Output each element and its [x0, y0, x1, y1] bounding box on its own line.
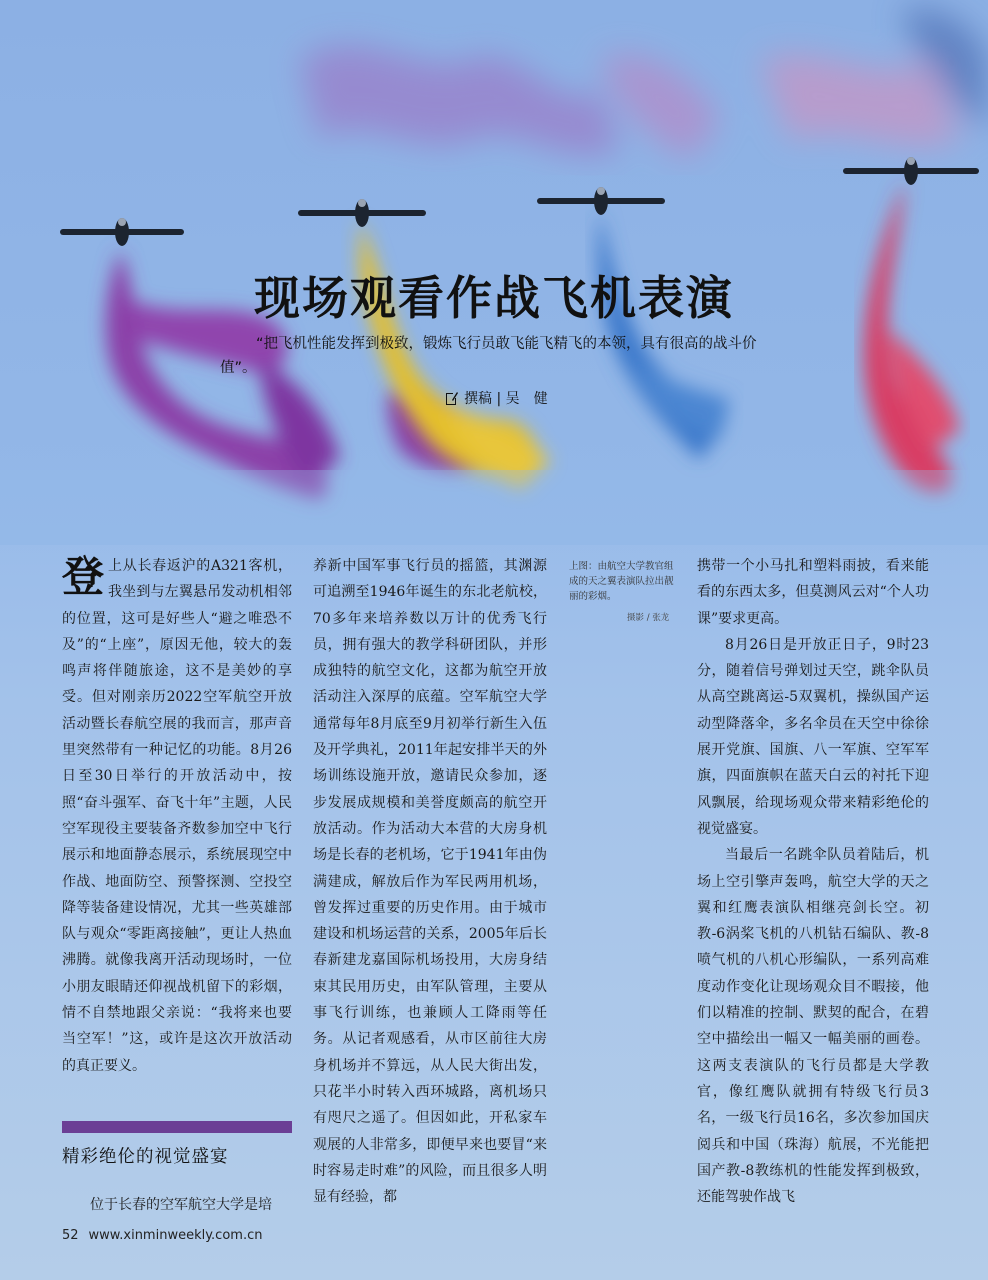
paragraph: 养新中国军事飞行员的摇篮，其渊源可追溯至1946年诞生的东北老航校，70多年来培养数以万计的优秀飞行员，拥有强大的教学科研团队，并形成独特的航空文化，这都为航空开放活动注入深厚的底蕴。空军航空大学通常每年8月底至9月初举行新生入伍及开学典礼，2011年起安排半天的外场训练设施开放，邀请民众参加，逐步发展成规模和美誉度颇高的航空开放活动。作为活动大本营的大房身机场是长春的老机场，它于1941年由伪满建成，解放后作为军民两用机场，曾发挥过重要的历史作用。由于城市建设和机场运营的关系，2005年后长春新建龙嘉国际机场投用，大房身结束其民用历史，由军队管理，主要从事飞行训练，也兼顾人工降雨等任务。从记者观感看，从市区前往大房身机场并不算远，从人民大街出发，只花半小时转入西环城路，离机场只有咫尺之遥了。但因如此，开私家车观展的人非常多，即便早来也要冒“来时容易走时难”的风险，而且很多人明显有经验，都: [313, 558, 547, 1206]
photo-credit: 摄影 / 张龙: [627, 613, 670, 623]
drop-cap: 登: [62, 552, 105, 601]
page-footer: [62, 1228, 262, 1243]
byline-text: 撰稿 | 吴 健: [464, 391, 548, 407]
paragraph: 位于长春的空军航空大学是培: [90, 1197, 272, 1213]
section-divider: [62, 1121, 292, 1133]
section-heading: 精彩绝伦的视觉盛宴: [62, 1147, 229, 1167]
article-title: 现场观看作战飞机表演: [254, 271, 734, 325]
photo-caption: 上图：由航空大学教官组成的天之翼表演队拉出靓丽的彩烟。: [569, 561, 674, 602]
column-2: [313, 553, 547, 1210]
paragraph: 上从长春返沪的A321客机，我坐到与左翼悬吊发动机相邻的位置，这可是好些人“避之唯恐不及”的“上座”，原因无他，较大的轰鸣声将伴随旅途，这不是美妙的享受。但对刚亲历2022空军航空开放活动暨长春航空展的我而言，那声音里突然带有一种记忆的功能。8月26日至30日举行的开放活动中，按照“奋斗强军、奋飞十年”主题，人民空军现役主要装备齐数参加空中飞行展示和地面静态展示，系统展现空中作战、地面防空、预警探测、空投空降等装备建设情况，尤其一些英雄部队与观众“零距离接触”，更让人热血沸腾。就像我离开活动现场时，一位小朋友眼睛还仰视战机留下的彩烟，情不自禁地跟父亲说：“我将来也要当空军！”这，或许是这次开放活动的真正要义。: [62, 558, 292, 1074]
page-number: 52: [62, 1228, 79, 1243]
column-3: [697, 553, 929, 1210]
column-1: [62, 553, 292, 1079]
paragraph: 当最后一名跳伞队员着陆后，机场上空引擎声轰鸣，航空大学的天之翼和红鹰表演队相继亮剑长空。初教-6涡桨飞机的八机钻石编队、教-8喷气机的八机心形编队，一系列高难度动作变化让现场观众目不暇接，他们以精准的控制、默契的配合，在碧空中描绘出一幅又一幅美丽的画卷。这两支表演队的飞行员都是大学教官，像红鹰队就拥有特级飞行员3名，一级飞行员16名，多次参加国庆阅兵和中国（珠海）航展，不光能把国产教-8教练机的性能发挥到极致，还能驾驶作战飞: [697, 847, 929, 1206]
website-url: www.xinminweekly.com.cn: [88, 1228, 263, 1243]
paragraph: 携带一个小马扎和塑料雨披，看来能看的东西太多，但莫测风云对“个人功课”要求更高。: [697, 558, 929, 627]
byline: [445, 388, 548, 408]
pen-icon: [445, 391, 458, 405]
paragraph: 8月26日是开放正日子，9时23分，随着信号弹划过天空，跳伞队员从高空跳离运-5双翼机，操纵国产运动型降落伞，多名伞员在天空中徐徐展开党旗、国旗、八一军旗、空军军旗，四面旗帜在蓝天白云的衬托下迎风飘展，给现场观众带来精彩绝伦的视觉盛宴。: [697, 636, 929, 837]
article-subtitle: “把飞机性能发挥到极致，锻炼飞行员敢飞能飞精飞的本领，具有很高的战斗价值”。: [220, 336, 757, 376]
